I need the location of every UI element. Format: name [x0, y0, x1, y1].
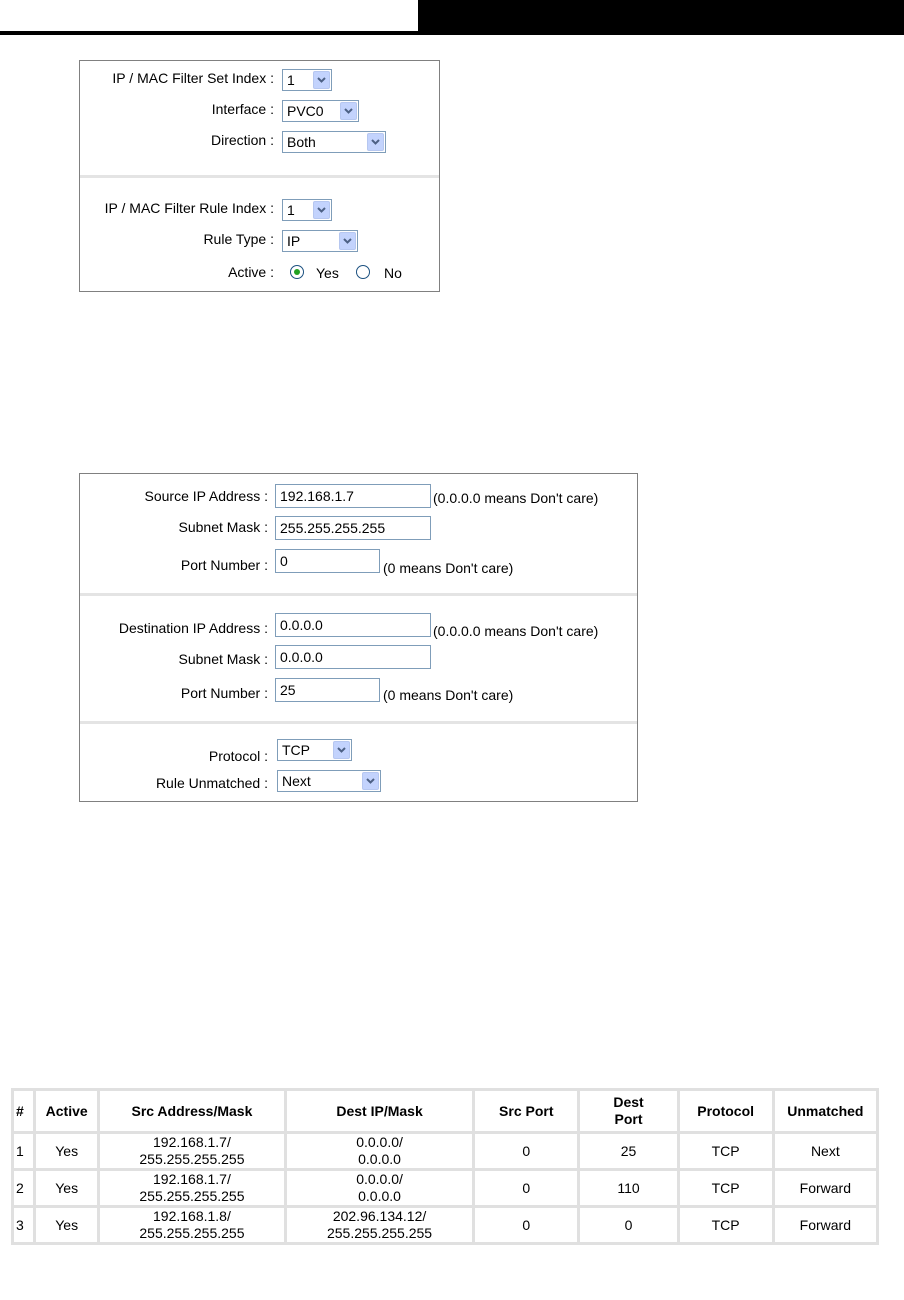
unmatched-value: Next — [282, 773, 311, 789]
table-header-row — [13, 1090, 878, 1133]
src-mask: 255.255.255.255 — [139, 1225, 245, 1241]
table-row[interactable] — [13, 1170, 878, 1207]
dst-mask: 0.0.0.0 — [358, 1188, 401, 1204]
rule-type-label: Rule Type : — [203, 231, 274, 247]
src-mask-input[interactable] — [275, 516, 431, 540]
src-ip-value: 192.168.1.7 — [280, 488, 354, 504]
chevron-down-icon[interactable] — [313, 71, 330, 89]
cell-src — [98, 1170, 285, 1207]
section-divider — [80, 175, 439, 178]
cell-dst-port: 110 — [579, 1170, 678, 1207]
protocol-select[interactable] — [277, 739, 352, 761]
set-index-select[interactable] — [282, 69, 332, 91]
src-ip: 192.168.1.8/ — [153, 1208, 231, 1224]
unmatched-label: Rule Unmatched : — [155, 775, 268, 791]
src-mask: 255.255.255.255 — [139, 1188, 245, 1204]
direction-label: Direction : — [210, 132, 274, 148]
cell-dst — [285, 1207, 473, 1244]
header-rule-line — [0, 31, 418, 35]
active-no-radio[interactable] — [356, 265, 370, 279]
radio-selected-dot — [294, 269, 300, 275]
src-ip-hint: (0.0.0.0 means Don't care) — [433, 490, 599, 506]
rule-type-value: IP — [287, 233, 301, 249]
active-yes-radio[interactable] — [290, 265, 304, 279]
col-header-protocol: Protocol — [678, 1090, 773, 1133]
unmatched-select[interactable] — [277, 770, 381, 792]
cell-protocol: TCP — [678, 1170, 773, 1207]
cell-src — [98, 1133, 285, 1170]
src-ip-input[interactable] — [275, 484, 431, 508]
active-yes-label[interactable]: Yes — [316, 265, 339, 281]
chevron-down-icon[interactable] — [340, 102, 357, 120]
ip-rule-panel — [79, 473, 638, 802]
src-ip: 192.168.1.7/ — [153, 1171, 231, 1187]
chevron-down-icon[interactable] — [313, 201, 330, 219]
dst-ip: 0.0.0.0/ — [356, 1134, 403, 1150]
dst-ip: 202.96.134.12/ — [332, 1208, 427, 1224]
interface-label: Interface : — [211, 101, 274, 117]
cell-active: Yes — [35, 1133, 98, 1170]
src-mask-label: Subnet Mask : — [178, 519, 268, 535]
active-no-label[interactable]: No — [384, 265, 402, 281]
cell-unmatched: Forward — [773, 1207, 877, 1244]
src-port-value: 0 — [280, 553, 288, 569]
direction-select[interactable] — [282, 131, 386, 153]
dst-ip-input[interactable] — [275, 613, 431, 637]
cell-dst-port: 25 — [579, 1133, 678, 1170]
cell-src-port: 0 — [474, 1133, 579, 1170]
interface-value: PVC0 — [287, 103, 324, 119]
src-port-label: Port Number : — [180, 557, 268, 573]
cell-dst — [285, 1133, 473, 1170]
src-mask-value: 255.255.255.255 — [280, 520, 386, 536]
cell-src — [98, 1207, 285, 1244]
chevron-down-icon[interactable] — [362, 772, 379, 790]
dst-mask-input[interactable] — [275, 645, 431, 669]
section-divider — [80, 721, 637, 724]
rule-index-value: 1 — [287, 202, 295, 218]
dst-mask: 255.255.255.255 — [326, 1225, 433, 1241]
cell-dst-port: 0 — [579, 1207, 678, 1244]
col-header-src-port: Src Port — [474, 1090, 579, 1133]
dst-port-input[interactable] — [275, 678, 380, 702]
active-label: Active : — [228, 264, 274, 280]
cell-unmatched: Forward — [773, 1170, 877, 1207]
col-header-dst: Dest IP/Mask — [285, 1090, 473, 1133]
cell-protocol: TCP — [678, 1133, 773, 1170]
chevron-down-icon[interactable] — [367, 133, 384, 151]
filter-set-panel — [79, 60, 440, 292]
direction-value: Both — [287, 134, 316, 150]
chevron-down-icon[interactable] — [339, 232, 356, 250]
src-ip-label: Source IP Address : — [144, 488, 268, 504]
set-index-label: IP / MAC Filter Set Index : — [112, 70, 274, 86]
dst-ip: 0.0.0.0/ — [356, 1171, 403, 1187]
dst-mask-label: Subnet Mask : — [178, 651, 268, 667]
cell-active: Yes — [35, 1170, 98, 1207]
table-row[interactable] — [13, 1133, 878, 1170]
filter-rules-table — [11, 1088, 879, 1245]
chevron-down-icon[interactable] — [333, 741, 350, 759]
dst-ip-label: Destination IP Address : — [118, 620, 268, 636]
header-black-bar — [418, 0, 904, 35]
src-port-hint: (0 means Don't care) — [383, 560, 514, 576]
src-ip: 192.168.1.7/ — [153, 1134, 231, 1150]
cell-number: 3 — [13, 1207, 35, 1244]
protocol-value: TCP — [282, 742, 310, 758]
dst-mask-value: 0.0.0.0 — [280, 649, 323, 665]
col-header-active: Active — [35, 1090, 98, 1133]
dst-port-label: Port Number : — [180, 685, 268, 701]
protocol-label: Protocol : — [208, 748, 268, 764]
cell-src-port: 0 — [474, 1207, 579, 1244]
dst-ip-value: 0.0.0.0 — [280, 617, 323, 633]
dst-ip-hint: (0.0.0.0 means Don't care) — [433, 623, 599, 639]
cell-src-port: 0 — [474, 1170, 579, 1207]
set-index-value: 1 — [287, 72, 295, 88]
dst-port-value: 25 — [280, 682, 296, 698]
rule-index-select[interactable] — [282, 199, 332, 221]
cell-unmatched: Next — [773, 1133, 877, 1170]
cell-number: 1 — [13, 1133, 35, 1170]
src-mask: 255.255.255.255 — [139, 1151, 245, 1167]
rule-type-select[interactable] — [282, 230, 358, 252]
dst-port-hint: (0 means Don't care) — [383, 687, 514, 703]
cell-dst — [285, 1170, 473, 1207]
rule-index-label: IP / MAC Filter Rule Index : — [104, 200, 274, 216]
src-port-input[interactable] — [275, 549, 380, 573]
col-header-src: Src Address/Mask — [98, 1090, 285, 1133]
section-divider — [80, 593, 637, 596]
col-header-dst-port: Dest Port — [579, 1090, 678, 1133]
table-row[interactable] — [13, 1207, 878, 1244]
cell-protocol: TCP — [678, 1207, 773, 1244]
cell-number: 2 — [13, 1170, 35, 1207]
cell-active: Yes — [35, 1207, 98, 1244]
col-header-number: # — [13, 1090, 35, 1133]
col-header-unmatched: Unmatched — [773, 1090, 877, 1133]
dst-mask: 0.0.0.0 — [358, 1151, 401, 1167]
interface-select[interactable] — [282, 100, 359, 122]
